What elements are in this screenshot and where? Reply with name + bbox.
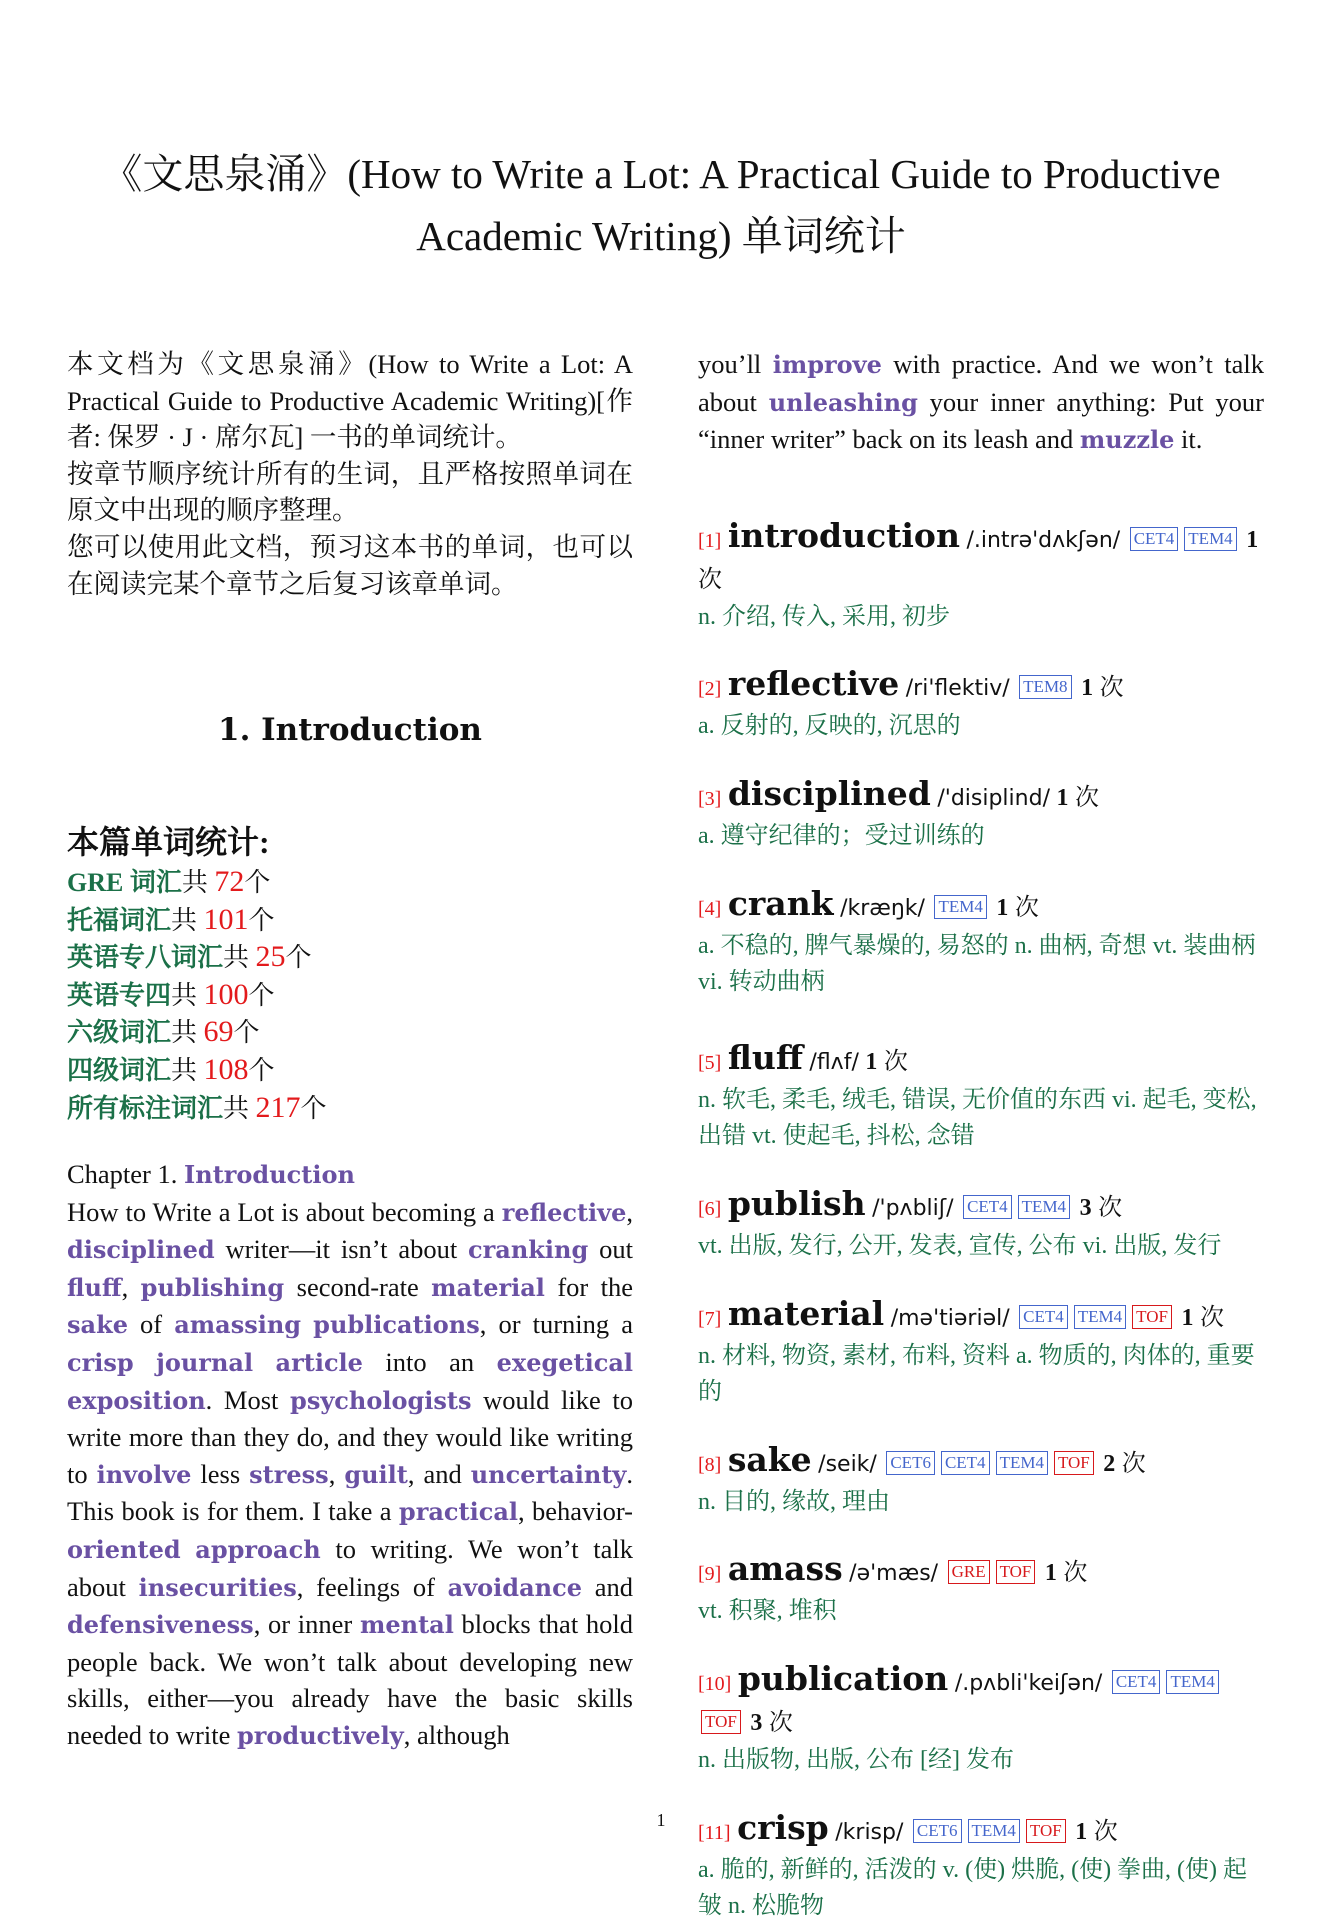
level-tag: GRE [948, 1560, 990, 1584]
entry-phonetic: /krisp/ [835, 1819, 904, 1845]
keyword: exposition [67, 1385, 206, 1415]
keyword: practical [398, 1497, 518, 1527]
word-entry [698, 1660, 1264, 1779]
level-tag: CET6 [913, 1819, 962, 1843]
text-segment: , feelings of [296, 1571, 448, 1602]
keyword: productively [236, 1720, 404, 1750]
text-segment: out [588, 1234, 633, 1265]
text-segment: of [127, 1309, 175, 1340]
stat-count: 25 [255, 940, 286, 974]
stat-label: 托福词汇 [67, 905, 172, 935]
level-tag: TEM4 [1018, 1195, 1070, 1219]
keyword: material [431, 1272, 545, 1302]
entry-word: reflective [727, 664, 900, 704]
text-segment: , behavior- [518, 1496, 633, 1527]
keyword: insecurities [138, 1572, 297, 1602]
title-line-2: Academic Writing) 单词统计 [416, 213, 906, 259]
entry-count-unit: 次 [768, 1709, 793, 1736]
stat-row [67, 939, 633, 977]
level-tag: TOF [996, 1560, 1036, 1584]
text-segment: . Most [205, 1384, 291, 1415]
entry-count: 1 [996, 894, 1009, 921]
intro-line: 您可以使用此文档，预习这本书的单词，也可以在阅读完某个章节之后复习该章单词。 [67, 531, 633, 599]
entry-phonetic: /mə'tiəriəl/ [890, 1305, 1010, 1331]
level-tag: CET4 [1112, 1670, 1161, 1694]
text-segment: , and [407, 1458, 471, 1489]
stat-mid: 共 [223, 1093, 250, 1123]
entry-count-unit: 次 [1098, 1194, 1123, 1221]
entry-definition: n. 材料, 物资, 素材, 布料, 资料 a. 物质的, 肉体的, 重要的 [698, 1342, 1255, 1406]
word-entry [698, 1441, 1264, 1521]
entry-phonetic: /'pʌbliʃ/ [872, 1195, 954, 1221]
keyword: fluff [67, 1272, 122, 1302]
entry-phonetic: /ri'flektiv/ [905, 676, 1010, 702]
level-tag: CET6 [886, 1451, 935, 1475]
entry-count: 2 [1103, 1450, 1116, 1477]
entry-count-unit: 次 [1121, 1450, 1146, 1477]
stat-unit: 个 [248, 980, 275, 1010]
entry-count-unit: 次 [1093, 1818, 1118, 1845]
entry-definition: vt. 积聚, 堆积 [698, 1598, 837, 1625]
level-tag: TEM4 [996, 1451, 1048, 1475]
level-tag: TOF [701, 1710, 741, 1734]
entry-count: 3 [1079, 1194, 1092, 1221]
text-segment: , [626, 1196, 633, 1227]
section-heading: 1. Introduction [218, 712, 482, 748]
entry-count: 1 [865, 1048, 878, 1075]
text-segment: with practice. And we won’t talk about [698, 349, 1264, 417]
keyword: publications [313, 1310, 480, 1340]
text-segment: into an [362, 1346, 497, 1377]
chapter-continued [698, 346, 1264, 459]
keyword: disciplined [67, 1235, 215, 1265]
keyword: journal [156, 1347, 254, 1377]
keyword: exegetical [496, 1347, 634, 1377]
word-entry [698, 775, 1264, 855]
entry-phonetic: /.intrə'dʌkʃən/ [966, 527, 1121, 553]
entry-definition: a. 反射的, 反映的, 沉思的 [698, 713, 961, 740]
text-segment: , [328, 1458, 345, 1489]
keyword: mental [359, 1610, 454, 1640]
keyword: psychologists [290, 1385, 472, 1415]
entry-count-unit: 次 [1014, 894, 1039, 921]
entry-count: 1 [1044, 1560, 1057, 1587]
stat-count: 100 [203, 977, 249, 1011]
entry-count-unit: 次 [1063, 1560, 1088, 1587]
entry-word: publish [727, 1183, 866, 1223]
stat-row [67, 1090, 633, 1128]
stat-unit: 个 [285, 943, 312, 973]
stat-label: 六级词汇 [67, 1018, 172, 1048]
level-tag: TOF [1054, 1451, 1094, 1475]
entry-count: 1 [1246, 526, 1259, 553]
stat-count: 108 [203, 1052, 249, 1086]
stat-unit: 个 [248, 905, 275, 935]
stat-mid: 共 [171, 905, 198, 935]
entry-index: [3] [698, 787, 722, 810]
intro-line: 本文档为《文思泉涌》(How to Write a Lot: A Practical Guide to Productive Academic Writing)[作者: 保罗 · J · 席尔瓦] 一书的单词统计。 [67, 349, 633, 453]
text-segment: your inner anything: Put your “inner writer” back on its leash and [698, 386, 1264, 455]
level-tag: TEM4 [968, 1819, 1020, 1843]
keyword: amassing [174, 1310, 302, 1340]
stat-count: 217 [255, 1090, 301, 1124]
entry-phonetic: /kræŋk/ [840, 895, 925, 921]
entry-word: sake [727, 1439, 812, 1479]
entry-word: fluff [727, 1037, 803, 1077]
stat-label: 四级词汇 [67, 1055, 172, 1085]
stat-unit: 个 [300, 1093, 327, 1123]
entry-definition: n. 出版物, 出版, 公布 [经] 发布 [698, 1746, 1014, 1773]
text-segment: , [121, 1271, 141, 1302]
entry-word: introduction [727, 515, 960, 555]
stat-mid: 共 [181, 868, 208, 897]
keyword: reflective [501, 1197, 627, 1227]
level-tag: TOF [1132, 1305, 1172, 1329]
text-segment: you’ll [698, 349, 773, 379]
intro-line: 按章节顺序统计所有的生词，且严格按照单词在原文中出现的顺序整理。 [67, 458, 633, 526]
stat-mid: 共 [171, 1018, 198, 1048]
entry-count: 1 [1181, 1304, 1194, 1331]
entry-index: [6] [698, 1197, 722, 1220]
chapter-prefix: Chapter 1. [67, 1159, 185, 1189]
stat-label: 英语专四 [67, 980, 172, 1010]
entry-count: 1 [1056, 784, 1069, 811]
word-entry [698, 1550, 1264, 1630]
stat-mid: 共 [171, 1055, 198, 1085]
keyword: avoidance [447, 1572, 582, 1602]
page-number: 1 [656, 1810, 666, 1830]
entry-count-unit: 次 [1099, 675, 1124, 702]
stat-mid: 共 [223, 943, 250, 973]
text-segment: How to Write a Lot is about becoming a [67, 1196, 502, 1227]
stat-row [67, 1052, 633, 1090]
entry-word: crisp [737, 1807, 829, 1847]
stat-count: 72 [214, 865, 245, 898]
entry-count-unit: 次 [1074, 784, 1099, 811]
keyword: sake [67, 1310, 128, 1340]
stat-label: 英语专八词汇 [67, 943, 224, 973]
text-segment [181, 1534, 196, 1564]
entry-count-unit: 次 [883, 1048, 908, 1075]
right-column [698, 346, 1264, 1925]
stat-label: GRE 词汇 [67, 868, 182, 897]
keyword: unleashing [768, 387, 918, 417]
title-line-1: 《文思泉涌》(How to Write a Lot: A Practical Guide to Productive [101, 151, 1221, 197]
entry-phonetic: /ə'mæs/ [849, 1561, 939, 1587]
text-segment: and [581, 1571, 633, 1602]
entry-word: crank [727, 883, 834, 923]
keyword: crisp [67, 1347, 134, 1377]
level-tag: TEM8 [1019, 675, 1071, 699]
keyword: article [275, 1347, 363, 1377]
keyword: publishing [140, 1272, 285, 1302]
entry-index: [2] [698, 678, 722, 701]
level-tag: CET4 [963, 1195, 1012, 1219]
entry-index: [7] [698, 1307, 722, 1330]
text-segment: second-rate [284, 1271, 432, 1302]
text-segment: blocks that hold people back. We won’t talk about developing new skills, either—you already have the basic skills needed to write [67, 1609, 633, 1750]
entry-count: 3 [750, 1709, 763, 1736]
stat-unit: 个 [244, 868, 271, 897]
text-segment: to writing. We won’t talk about [67, 1533, 633, 1602]
stat-row [67, 1014, 633, 1052]
word-entry [698, 517, 1264, 636]
text-segment: less [191, 1458, 250, 1489]
level-tag: CET4 [1130, 527, 1179, 551]
keyword: defensiveness [67, 1610, 254, 1640]
entry-definition: a. 脆的, 新鲜的, 活泼的 v. (使) 烘脆, (使) 拳曲, (使) 起皱 n. 松脆物 [698, 1856, 1248, 1920]
entry-phonetic: /.pʌbli'keiʃən/ [954, 1670, 1103, 1696]
entry-definition: a. 不稳的, 脾气暴燥的, 易怒的 n. 曲柄, 奇想 vt. 装曲柄 vi. 转动曲柄 [698, 932, 1256, 996]
stat-count: 69 [203, 1015, 234, 1049]
word-entries [698, 517, 1264, 1925]
text-segment: , or inner [253, 1609, 360, 1640]
entry-count-unit: 次 [698, 566, 722, 593]
word-stats [67, 820, 633, 1127]
entry-definition: a. 遵守纪律的；受过训练的 [698, 822, 985, 849]
text-segment [253, 1347, 275, 1377]
keyword: guilt [344, 1459, 408, 1489]
keyword: uncertainty [470, 1459, 627, 1489]
stat-mid: 共 [171, 980, 198, 1010]
text-segment [301, 1309, 313, 1339]
entry-count: 1 [1081, 675, 1094, 702]
entry-index: [1] [698, 529, 722, 552]
entry-word: amass [727, 1549, 843, 1589]
text-segment: would like to write more than they do, and they would like writing to [67, 1384, 633, 1489]
level-tag: TEM4 [1184, 527, 1236, 551]
chapter-text [67, 1156, 633, 1755]
text-segment: , although [403, 1719, 510, 1750]
intro-paragraph [67, 346, 633, 602]
entry-definition: vt. 出版, 发行, 公开, 发表, 宣传, 公布 vi. 出版, 发行 [698, 1232, 1222, 1259]
entry-phonetic: /flʌf/ [809, 1049, 859, 1075]
level-tag: TOF [1026, 1819, 1066, 1843]
stat-row [67, 902, 633, 940]
stat-count: 101 [203, 902, 249, 936]
text-segment: for the [544, 1271, 634, 1302]
entry-count-unit: 次 [1199, 1304, 1224, 1331]
text-segment: . This book is for them. I take a [67, 1458, 634, 1527]
stat-row [67, 977, 633, 1015]
keyword: improve [772, 350, 882, 379]
chapter-title: Introduction [184, 1160, 355, 1189]
keyword: stress [249, 1459, 329, 1489]
entry-definition: n. 软毛, 柔毛, 绒毛, 错误, 无价值的东西 vi. 起毛, 变松, 出错 vt. 使起毛, 抖松, 念错 [698, 1086, 1257, 1150]
stat-row [67, 864, 633, 902]
entry-index: [10] [698, 1672, 732, 1695]
word-entry [698, 665, 1264, 745]
stat-label: 所有标注词汇 [67, 1093, 224, 1123]
entry-index: [4] [698, 897, 722, 920]
keyword: cranking [468, 1235, 589, 1265]
entry-index: [11] [698, 1821, 731, 1844]
chapter-body [67, 1194, 633, 1755]
level-tag: TEM4 [1074, 1305, 1126, 1329]
entry-index: [9] [698, 1563, 722, 1586]
keyword: approach [195, 1534, 321, 1564]
level-tag: CET4 [1019, 1305, 1068, 1329]
entry-phonetic: /seik/ [818, 1451, 877, 1477]
text-segment: writer—it isn’t about [214, 1234, 469, 1265]
entry-count: 1 [1075, 1818, 1088, 1845]
word-entry [698, 1185, 1264, 1265]
entry-index: [5] [698, 1051, 722, 1074]
document-title [60, 143, 1262, 267]
entry-index: [8] [698, 1453, 722, 1476]
stats-heading: 本篇单词统计: [67, 824, 270, 860]
entry-definition: n. 介绍, 传入, 采用, 初步 [698, 603, 950, 630]
level-tag: TEM4 [934, 895, 986, 919]
word-entry [698, 1039, 1264, 1155]
text-segment: it. [1174, 424, 1203, 455]
text-segment [134, 1347, 156, 1377]
keyword: oriented [67, 1534, 181, 1564]
entry-phonetic: /'disiplind/ [937, 785, 1050, 811]
stat-unit: 个 [233, 1018, 260, 1048]
keyword: involve [96, 1459, 192, 1489]
stat-unit: 个 [248, 1055, 275, 1085]
entry-word: publication [737, 1658, 949, 1698]
level-tag: TEM4 [1166, 1670, 1218, 1694]
text-segment: , or turning a [479, 1309, 633, 1340]
entry-word: disciplined [727, 773, 931, 813]
keyword: muzzle [1079, 425, 1175, 455]
word-entry [698, 1295, 1264, 1411]
word-entry [698, 885, 1264, 1001]
level-tag: CET4 [941, 1451, 990, 1475]
entry-definition: n. 目的, 缘故, 理由 [698, 1488, 890, 1515]
entry-word: material [727, 1293, 885, 1333]
